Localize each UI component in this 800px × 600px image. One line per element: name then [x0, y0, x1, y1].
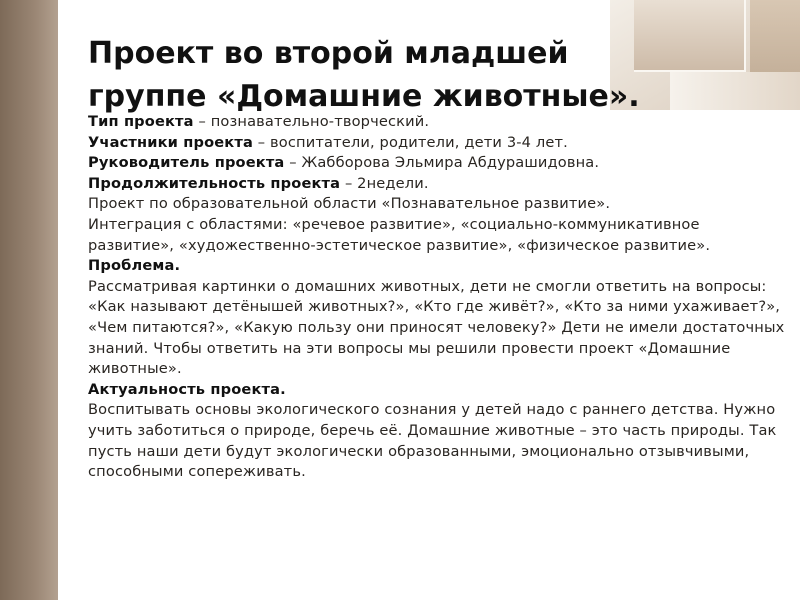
duration-label: Продолжительность проекта	[88, 174, 341, 192]
problem-heading: Проблема.	[88, 257, 181, 275]
leader-value: – Жабборова Эльмира Абдурашидовна.	[284, 154, 600, 172]
participants-value: – воспитатели, родители, дети 3-4 лет.	[252, 133, 568, 151]
leader-label: Руководитель проекта	[88, 154, 285, 172]
project-participants	[88, 133, 788, 154]
integration-areas: Интеграция с областями: «речевое развитие», «социально-коммуникативное развитие», «художественно-эстетическое развитие», «физическое развитие».	[88, 215, 711, 254]
decorative-left-bar	[0, 0, 58, 600]
relevance-heading: Актуальность проекта.	[88, 380, 286, 398]
project-leader	[88, 153, 788, 174]
slide-title	[88, 32, 788, 118]
problem-text: Рассматривая картинки о домашних животных, дети не смогли ответить на вопросы: «Как называют детёнышей животных?», «Кто где живёт?», «Кто за ними ухаживает?», «Чем питаются?», «Какую пользу они приносят человеку?» Дети не имели достаточных знаний. Чтобы ответить на эти вопросы мы решили провести проект «Домашние животные».	[88, 277, 785, 378]
project-type-value: – познавательно-творческий.	[193, 113, 430, 130]
title-line-2: группе «Домашние животные».	[88, 79, 640, 114]
educational-area: Проект по образовательной области «Познавательное развитие».	[88, 195, 611, 213]
relevance-text: Воспитывать основы экологического сознания у детей надо с раннего детства. Нужно учить заботиться о природе, беречь её. Домашние животные – это часть природы. Так пусть наши дети будут экологически образованными, эмоционально отзывчивыми, способными сопереживать.	[88, 401, 777, 481]
project-type	[88, 112, 788, 133]
duration-value: – 2недели.	[340, 174, 429, 192]
project-duration	[88, 174, 788, 195]
participants-label: Участники проекта	[88, 133, 253, 151]
title-line-1: Проект во второй младшей	[88, 36, 569, 71]
slide-body	[88, 112, 788, 483]
project-type-label: Тип проекта	[88, 113, 194, 130]
